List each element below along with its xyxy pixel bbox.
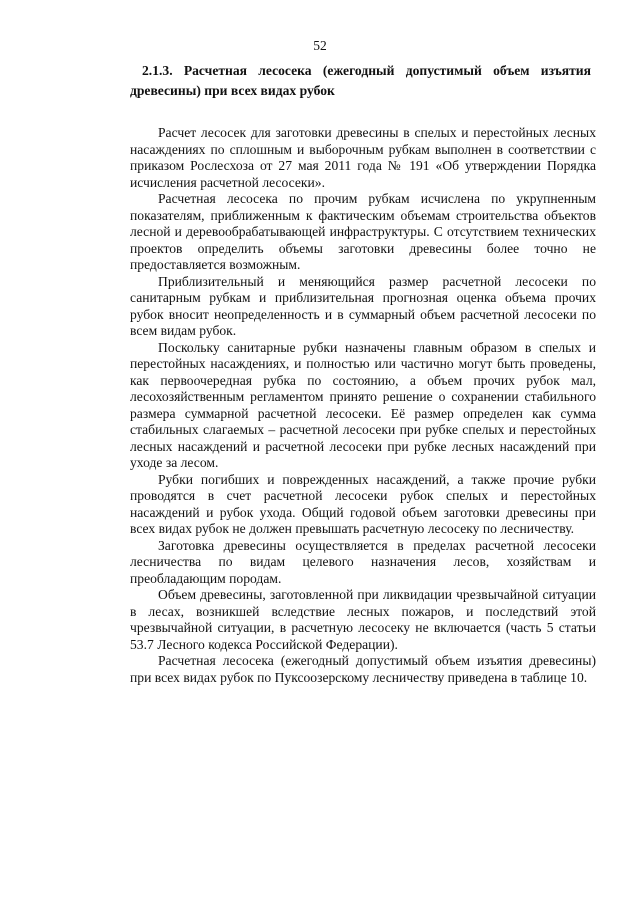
- paragraph: Рубки погибших и поврежденных насаждений, а также прочие рубки проводятся в счет расчетной лесосеки рубок спелых и перестойных насаждений и рубок ухода. Общий годовой объем заготовки древесины при всех видах рубок не должен превышать расчетную лесосеку по лесничеству.: [130, 471, 596, 536]
- section-heading: 2.1.3. Расчетная лесосека (ежегодный допустимый объем изъятия древесины) при всех видах рубок: [130, 63, 591, 98]
- paragraph: Приблизительный и меняющийся размер расчетной лесосеки по санитарным рубкам и приблизительная прогнозная оценка объема прочих рубок вносит неопределенность и в суммарный объем расчетной лесосеки по всем видам рубок.: [130, 273, 596, 338]
- page-number: 52: [313, 38, 327, 53]
- paragraph: Заготовка древесины осуществляется в пределах расчетной лесосеки лесничества по видам целевого назначения лесов, хозяйствам и преобладающим породам.: [130, 537, 596, 586]
- paragraph: Поскольку санитарные рубки назначены главным образом в спелых и перестойных насаждениях, и полностью или частично могут быть проведены, как первоочередная рубка по состоянию, а объем прочих рубок мал, лесохозяйственным регламентом принято решение о сохранении стабильного размера суммарной расчетной лесосеки. Её размер определен как сумма стабильных слагаемых – расчетной лесосеки при рубке спелых и перестойных лесных насаждений и расчетной лесосеки при рубке лесных насаждений при уходе за лесом.: [130, 339, 596, 470]
- paragraph: Расчет лесосек для заготовки древесины в спелых и перестойных лесных насаждениях по сплошным и выборочным рубкам выполнен в соответствии с приказом Рослесхоза от 27 мая 2011 года № 191 «Об утверждении Порядка исчисления расчетной лесосеки».: [130, 125, 596, 190]
- paragraph: Объем древесины, заготовленной при ликвидации чрезвычайной ситуации в лесах, возникшей вследствие лесных пожаров, и последствий этой чрезвычайной ситуации, в расчетную лесосеку не включается (часть 5 статьи 53.7 Лесного кодекса Российской Федерации).: [130, 587, 596, 652]
- body-text: [130, 125, 596, 686]
- paragraph: Расчетная лесосека (ежегодный допустимый объем изъятия древесины) при всех видах рубок по Пуксоозерскому лесничеству приведена в таблице 10.: [130, 653, 596, 685]
- paragraph: Расчетная лесосека по прочим рубкам исчислена по укрупненным показателям, приближенным к фактическим объемам строительства объектов лесной и деревообрабатывающей инфраструктуры. С отсутствием технических проектов определить объемы заготовки древесины более точно не предоставляется возможным.: [130, 191, 596, 272]
